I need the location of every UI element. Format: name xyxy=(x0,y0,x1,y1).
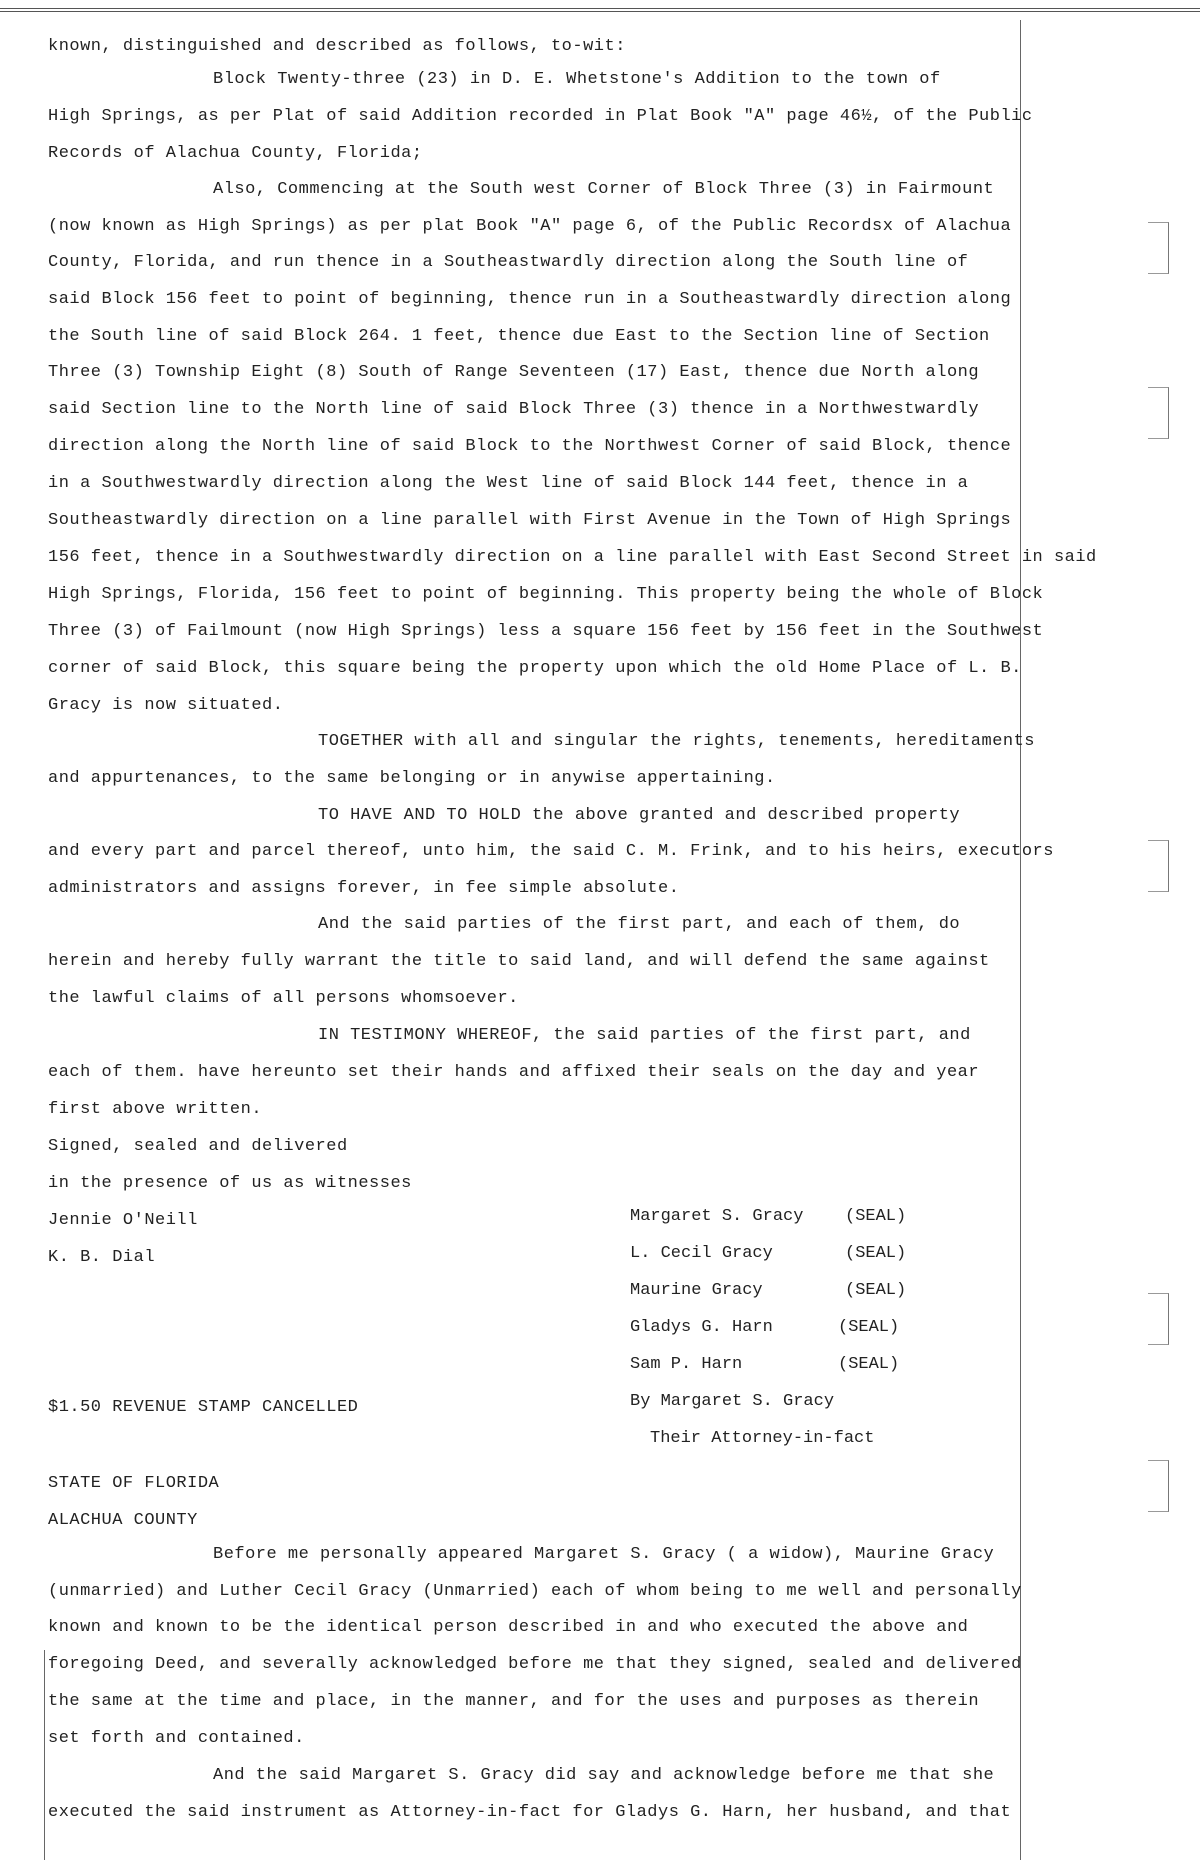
text-line: And the said parties of the first part, and each of them, do xyxy=(318,915,961,934)
margin-bracket xyxy=(1148,1460,1169,1512)
text-line: in a Southwestwardly direction along the West line of said Block 144 feet, thence in a xyxy=(48,474,969,493)
text-line: the lawful claims of all persons whomsoever. xyxy=(48,989,519,1008)
seal-mark: (SEAL) xyxy=(845,1207,907,1226)
signatory-name: Maurine Gracy xyxy=(630,1281,763,1300)
text-line: And the said Margaret S. Gracy did say and acknowledge before me that she xyxy=(213,1766,995,1785)
text-line: Also, Commencing at the South west Corner of Block Three (3) in Fairmount xyxy=(213,180,995,199)
state-heading: STATE OF FLORIDA xyxy=(48,1474,220,1493)
signatory-name: L. Cecil Gracy xyxy=(630,1244,773,1263)
left-margin-rule xyxy=(44,1650,45,1860)
text-line: said Section line to the North line of said Block Three (3) thence in a Northwestwardly xyxy=(48,400,980,419)
text-line: TOGETHER with all and singular the rights, tenements, hereditaments xyxy=(318,732,1036,751)
text-line: corner of said Block, this square being the property upon which the old Home Place of L. B. xyxy=(48,659,1022,678)
text-line: administrators and assigns forever, in fee simple absolute. xyxy=(48,879,680,898)
text-line: (unmarried) and Luther Cecil Gracy (Unmarried) each of whom being to me well and personally xyxy=(48,1582,1022,1601)
text-line: known, distinguished and described as follows, to-wit: xyxy=(48,37,626,56)
text-line: IN TESTIMONY WHEREOF, the said parties of the first part, and xyxy=(318,1026,971,1045)
text-line: High Springs, as per Plat of said Addition recorded in Plat Book "A" page 46½, of the Public xyxy=(48,107,1033,126)
top-rule-2 xyxy=(0,11,1200,12)
margin-bracket xyxy=(1148,387,1169,439)
witness-name: K. B. Dial xyxy=(48,1248,156,1267)
margin-bracket xyxy=(1148,1293,1169,1345)
seal-mark: (SEAL) xyxy=(845,1281,907,1300)
margin-bracket xyxy=(1148,222,1169,274)
text-line: known and known to be the identical person described in and who executed the above and xyxy=(48,1618,969,1637)
text-line: 156 feet, thence in a Southwestwardly direction on a line parallel with East Second Street in said xyxy=(48,548,1097,567)
text-line: the same at the time and place, in the manner, and for the uses and purposes as therein xyxy=(48,1692,980,1711)
witness-name: Jennie O'Neill xyxy=(48,1211,198,1230)
text-line: executed the said instrument as Attorney-in-fact for Gladys G. Harn, her husband, and that xyxy=(48,1803,1012,1822)
seal-mark: (SEAL) xyxy=(845,1244,907,1263)
margin-bracket xyxy=(1148,840,1169,892)
text-line: herein and hereby fully warrant the title to said land, and will defend the same against xyxy=(48,952,990,971)
text-line: foregoing Deed, and severally acknowledged before me that they signed, sealed and delivered xyxy=(48,1655,1022,1674)
seal-mark: (SEAL) xyxy=(838,1355,900,1374)
text-line: Three (3) of Failmount (now High Springs) less a square 156 feet by 156 feet in the Southwest xyxy=(48,622,1044,641)
revenue-stamp-note: $1.50 REVENUE STAMP CANCELLED xyxy=(48,1398,359,1417)
text-line: each of them. have hereunto set their hands and affixed their seals on the day and year xyxy=(48,1063,980,1082)
text-line: Three (3) Township Eight (8) South of Range Seventeen (17) East, thence due North along xyxy=(48,363,980,382)
text-line: the South line of said Block 264. 1 feet, thence due East to the Section line of Section xyxy=(48,327,990,346)
text-line: Southeastwardly direction on a line parallel with First Avenue in the Town of High Springs xyxy=(48,511,1012,530)
text-line: Before me personally appeared Margaret S. Gracy ( a widow), Maurine Gracy xyxy=(213,1545,995,1564)
signatory-name: Sam P. Harn xyxy=(630,1355,743,1374)
signatory-name: Margaret S. Gracy xyxy=(630,1207,804,1226)
text-line: (now known as High Springs) as per plat Book "A" page 6, of the Public Recordsx of Alachua xyxy=(48,217,1012,236)
text-line: Records of Alachua County, Florida; xyxy=(48,144,423,163)
text-line: Signed, sealed and delivered xyxy=(48,1137,348,1156)
county-heading: ALACHUA COUNTY xyxy=(48,1511,198,1530)
top-rule xyxy=(0,8,1200,9)
attorney-line: Their Attorney-in-fact xyxy=(650,1429,875,1448)
by-line: By Margaret S. Gracy xyxy=(630,1392,835,1411)
text-line: Block Twenty-three (23) in D. E. Whetstone's Addition to the town of xyxy=(213,70,941,89)
text-line: County, Florida, and run thence in a Southeastwardly direction along the South line of xyxy=(48,253,969,272)
text-line: and appurtenances, to the same belonging or in anywise appertaining. xyxy=(48,769,776,788)
text-line: set forth and contained. xyxy=(48,1729,305,1748)
text-line: High Springs, Florida, 156 feet to point of beginning. This property being the whole of Block xyxy=(48,585,1044,604)
seal-mark: (SEAL) xyxy=(838,1318,900,1337)
text-line: and every part and parcel thereof, unto him, the said C. M. Frink, and to his heirs, executors xyxy=(48,842,1054,861)
text-line: said Block 156 feet to point of beginning, thence run in a Southeastwardly direction along xyxy=(48,290,1012,309)
text-line: direction along the North line of said Block to the Northwest Corner of said Block, thence xyxy=(48,437,1012,456)
text-line: TO HAVE AND TO HOLD the above granted and described property xyxy=(318,806,961,825)
text-line: in the presence of us as witnesses xyxy=(48,1174,412,1193)
signatory-name: Gladys G. Harn xyxy=(630,1318,773,1337)
text-line: Gracy is now situated. xyxy=(48,696,284,715)
text-line: first above written. xyxy=(48,1100,263,1119)
